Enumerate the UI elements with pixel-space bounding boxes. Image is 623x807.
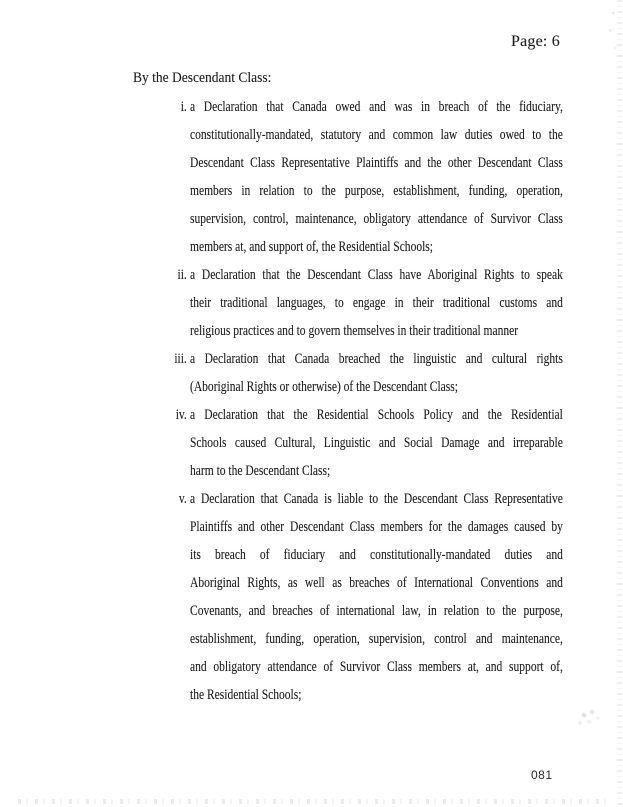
text-line: supervision, control, maintenance, obligatory attendance of Survivor Class [190, 211, 563, 227]
text-line: the Residential Schools; [190, 687, 302, 703]
list-item [177, 261, 563, 345]
list-item-marker: v. [178, 491, 187, 507]
text-line: members at, and support of, the Residential Schools; [190, 239, 433, 255]
scan-artifact-corner [604, 8, 620, 58]
page-header-label: Page: 6 [511, 33, 560, 50]
list-item [180, 93, 563, 261]
scan-artifact-smudge [570, 704, 610, 736]
text-line: its breach of fiduciary and constitutionally-mandated duties and [190, 547, 563, 563]
scan-artifact-right-edge [617, 0, 622, 807]
text-line: members in relation to the purpose, establishment, funding, operation, [190, 183, 563, 199]
list-item-marker: ii. [177, 267, 187, 283]
text-line: Descendant Class Representative Plaintiffs and the other Descendant Class [190, 155, 563, 171]
text-line: Covenants, and breaches of international law, in relation to the purpose, [190, 603, 563, 619]
list-item-marker: iii. [174, 351, 187, 367]
list-item [174, 345, 563, 401]
list-item [175, 401, 563, 485]
text-line: constitutionally-mandated, statutory and common law duties owed to the [190, 127, 563, 143]
list-item-marker: i. [180, 99, 187, 115]
text-line: establishment, funding, operation, supervision, control and maintenance, [190, 631, 563, 647]
text-line: religious practices and to govern themselves in their traditional manner [190, 323, 519, 339]
text-line: harm to the Descendant Class; [190, 463, 331, 479]
list-item [178, 485, 563, 709]
text-line: their traditional languages, to engage in their traditional customs and [190, 295, 563, 311]
text-line: Schools caused Cultural, Linguistic and Social Damage and irreparable [190, 435, 563, 451]
text-line: a Declaration that Canada breached the linguistic and cultural rights [190, 351, 563, 367]
text-line: Plaintiffs and other Descendant Class members for the damages caused by [190, 519, 563, 535]
text-line: (Aboriginal Rights or otherwise) of the Descendant Class; [190, 379, 458, 395]
list-item-marker: iv. [175, 407, 187, 423]
scan-artifact-bottom-edge [18, 799, 610, 804]
text-line: a Declaration that the Descendant Class have Aboriginal Rights to speak [190, 267, 563, 283]
text-line: a Declaration that Canada owed and was in breach of the fiduciary, [190, 99, 563, 115]
declaration-list [174, 93, 563, 709]
text-line: a Declaration that the Residential Schools Policy and the Residential [190, 407, 563, 423]
text-line: Aboriginal Rights, as well as breaches of International Conventions and [190, 575, 563, 591]
text-line: and obligatory attendance of Survivor Class members at, and support of, [190, 659, 563, 675]
section-heading: By the Descendant Class: [133, 70, 272, 86]
text-line: a Declaration that Canada is liable to the Descendant Class Representative [190, 491, 563, 507]
stamped-page-number: 081 [531, 768, 553, 782]
